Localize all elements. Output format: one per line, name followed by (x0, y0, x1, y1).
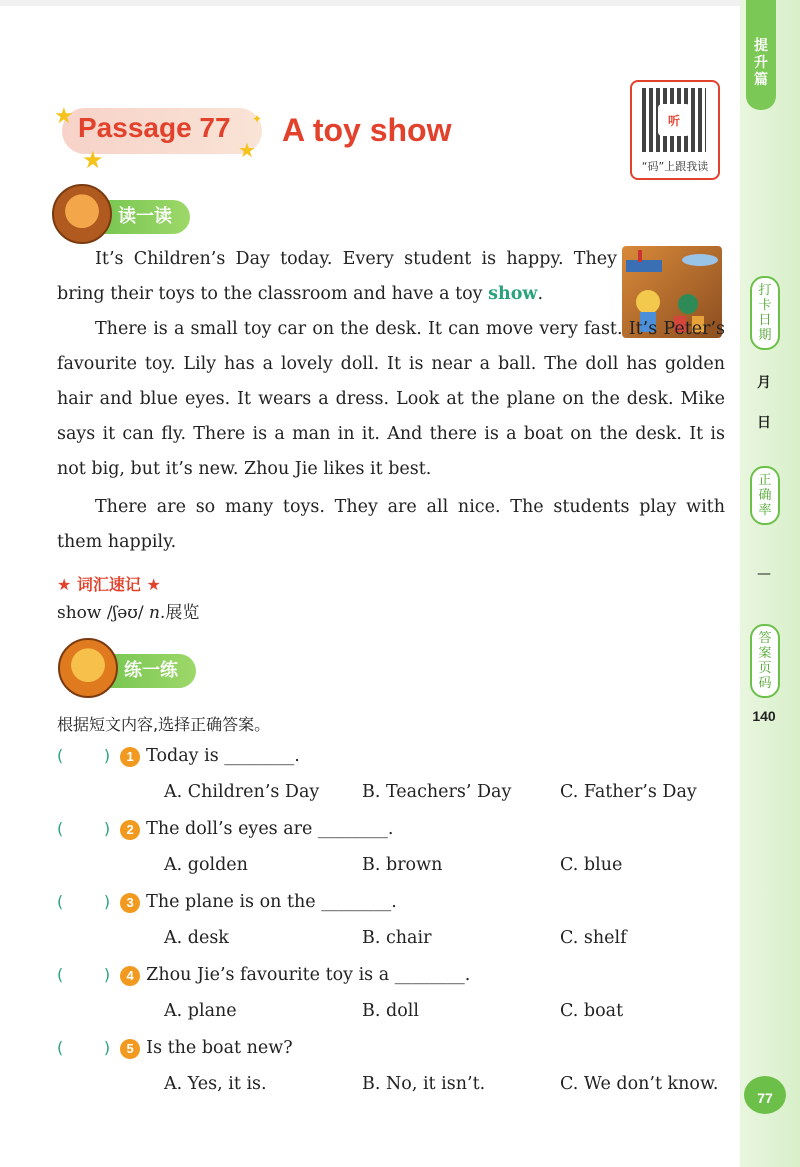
question-text: The plane is on the ________. (146, 892, 397, 912)
option-a[interactable]: A. Yes, it is. (164, 1074, 267, 1094)
answer-page-number: 140 (752, 708, 776, 724)
question-number: 1 (120, 747, 140, 767)
option-b[interactable]: B. No, it isn’t. (362, 1074, 486, 1094)
option-b[interactable]: B. brown (362, 855, 443, 875)
option-c[interactable]: C. Father’s Day (560, 782, 697, 802)
answer-blank[interactable]: ( ) (57, 819, 111, 838)
sidebar-tab-label: 提升篇 (754, 38, 768, 88)
hedgehog-mascot-icon (52, 184, 112, 244)
answer-code-box: 答案页码 (750, 624, 780, 698)
vocab-phonetic: /ʃəʊ/ (106, 603, 144, 623)
question-text: Is the boat new? (146, 1038, 293, 1058)
answer-blank[interactable]: ( ) (57, 892, 111, 911)
accuracy-box: 正确率 (750, 466, 780, 525)
page-number: 77 (757, 1090, 773, 1106)
answer-blank[interactable]: ( ) (57, 746, 111, 765)
option-b[interactable]: B. chair (362, 928, 432, 948)
vocab-heading: ★ 词汇速记 ★ (57, 575, 161, 594)
keyword-show: show (488, 284, 538, 304)
option-c[interactable]: C. We don’t know. (560, 1074, 719, 1094)
question-number: 3 (120, 893, 140, 913)
question-number: 2 (120, 820, 140, 840)
question-text: Zhou Jie’s favourite toy is a ________. (146, 965, 471, 985)
answer-blank[interactable]: ( ) (57, 1038, 111, 1057)
option-c[interactable]: C. boat (560, 1001, 624, 1021)
question-text: Today is ________. (146, 746, 300, 766)
passage-paragraph-3: There are so many toys. They are all nice. The students play with them happily. (57, 497, 725, 552)
lion-mascot-icon (58, 638, 118, 698)
passage-paragraph-1: It’s Children’s Day today. Every student is happy. They bring their toys to the classroom and have a toy show. (57, 249, 617, 304)
qr-code[interactable] (630, 80, 720, 180)
page-top-edge (0, 0, 800, 6)
question-row (57, 892, 397, 913)
checkin-date-box: 打卡日期 (750, 276, 780, 350)
passage-number: Passage 77 (78, 112, 231, 143)
answer-blank[interactable]: ( ) (57, 965, 111, 984)
option-c[interactable]: C. shelf (560, 928, 627, 948)
question-row (57, 1038, 293, 1059)
sidebar-tab-level[interactable] (746, 0, 776, 110)
vocab-entry (57, 598, 199, 623)
vocab-meaning: 展览 (165, 603, 200, 623)
star-icon: ★ (82, 146, 104, 174)
star-icon: ★ (238, 138, 256, 162)
question-row (57, 746, 300, 767)
day-label: 日 (757, 415, 771, 431)
practice-section-label: 练一练 (76, 654, 196, 688)
sidebar-strip (740, 0, 800, 1167)
page-number-paw (744, 1076, 786, 1114)
option-b[interactable]: B. doll (362, 1001, 419, 1021)
question-number: 4 (120, 966, 140, 986)
qr-caption: “码”上跟我读 (641, 160, 709, 173)
question-row (57, 965, 470, 986)
month-label: 月 (757, 375, 771, 391)
option-b[interactable]: B. Teachers’ Day (362, 782, 512, 802)
question-number: 5 (120, 1039, 140, 1059)
star-icon: ★ (54, 104, 74, 129)
listen-badge: 听 (658, 104, 690, 136)
option-a[interactable]: A. plane (164, 1001, 237, 1021)
option-a[interactable]: A. Children’s Day (164, 782, 320, 802)
option-a[interactable]: A. golden (164, 855, 248, 875)
passage-paragraph-2: There is a small toy car on the desk. It can move very fast. It’s Peter’s favourite toy. Lily has a lovely doll. It is near a ball. The doll has golden hair and blue eyes. It wears a dress. Look at the plane on the desk. Mike says it can fly. There is a man in it. And there is a boat on the desk. It is not big, but it’s new. Zhou Jie likes it best. (57, 319, 725, 479)
read-section-label: 读一读 (70, 200, 190, 234)
option-c[interactable]: C. blue (560, 855, 623, 875)
accuracy-blank: — (757, 566, 771, 582)
page-title: A toy show (282, 112, 452, 148)
exercise-instruction: 根据短文内容,选择正确答案。 (57, 715, 271, 734)
question-text: The doll’s eyes are ________. (146, 819, 394, 839)
question-row (57, 819, 394, 840)
vocab-word: show (57, 603, 102, 623)
star-icon: ✦ (252, 112, 263, 126)
vocab-pos: n. (148, 603, 166, 623)
option-a[interactable]: A. desk (164, 928, 229, 948)
